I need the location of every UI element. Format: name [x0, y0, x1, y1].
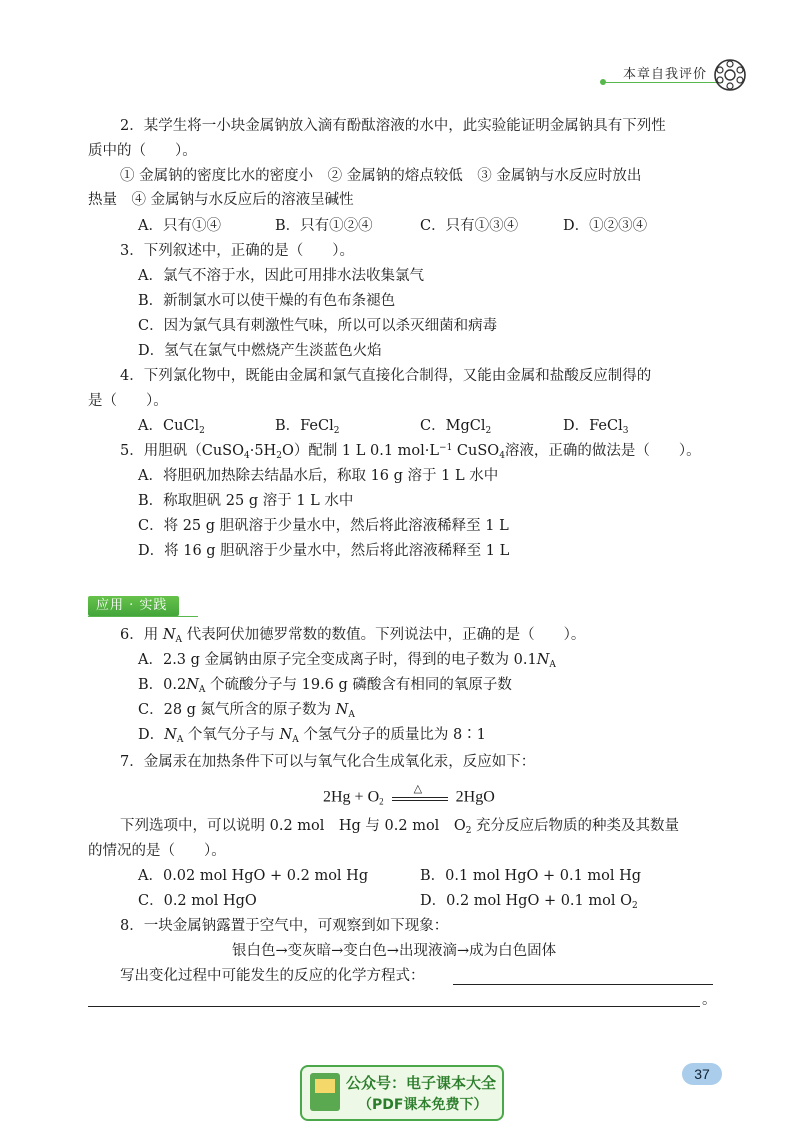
q8-end-mark: 。 — [702, 992, 717, 1008]
q2-properties-line1: ① 金属钠的密度比水的密度小 ② 金属钠的熔点较低 ③ 金属钠与水反应时放出 — [120, 168, 642, 184]
answer-blank-line1[interactable] — [453, 984, 713, 985]
q5-option-c: C．将 25 g 胆矾溶于少量水中，然后将此溶液稀释至 1 L — [138, 518, 509, 534]
q3-stem: 3．下列叙述中，正确的是（ ）。 — [120, 243, 354, 259]
header-rule — [603, 82, 723, 83]
heat-condition-arrow: △ — [392, 788, 448, 808]
q2-option-c: C．只有①③④ — [420, 218, 519, 234]
q2-properties-line2: 热量 ④ 金属钠与水反应后的溶液呈碱性 — [88, 192, 354, 208]
q2-stem-line2: 质中的（ ）。 — [88, 143, 197, 159]
section-tag-application-practice: 应用 · 实践 — [88, 596, 179, 616]
q2-option-a: A．只有①④ — [138, 218, 221, 234]
q4-option-a: A．CuCl$_2$ — [138, 418, 205, 436]
q7-option-b: B．0.1 mol HgO + 0.1 mol Hg — [420, 868, 642, 884]
page-number: 37 — [682, 1063, 722, 1085]
q4-option-b: B．FeCl$_2$ — [275, 418, 340, 436]
q7-stem: 7．金属汞在加热条件下可以与氧气化合生成氧化汞，反应如下： — [120, 754, 536, 770]
q8-stem: 8．一块金属钠露置于空气中，可观察到如下现象： — [120, 918, 449, 934]
section-rule — [88, 616, 198, 617]
q4-option-d: D．FeCl$_3$ — [563, 418, 629, 436]
q7-option-a: A．0.02 mol HgO + 0.2 mol Hg — [138, 868, 369, 884]
q3-option-d: D．氢气在氯气中燃烧产生淡蓝色火焰 — [138, 343, 382, 359]
molecule-emblem-icon — [713, 58, 747, 92]
chapter-header-title: 本章自我评价 — [623, 67, 708, 82]
q2-option-d: D．①②③④ — [563, 218, 648, 234]
q6-option-d: D．$N_A$ 个氧气分子与 $N_A$ 个氢气分子的质量比为 8∶1 — [138, 727, 486, 745]
q2-stem-line1: 2．某学生将一小块金属钠放入滴有酚酞溶液的水中，此实验能证明金属钠具有下列性 — [120, 118, 666, 134]
q7-text-line2: 的情况的是（ ）。 — [88, 843, 226, 859]
q8-phenomenon-chain: 银白色→变灰暗→变白色→出现液滴→成为白色固体 — [232, 943, 557, 959]
q6-option-b: B．$0.2N_A$ 个硫酸分子与 19.6 g 磷酸含有相同的氧原子数 — [138, 677, 512, 695]
q5-option-d: D．将 16 g 胆矾溶于少量水中，然后将此溶液稀释至 1 L — [138, 543, 510, 559]
q2-option-b: B．只有①②④ — [275, 218, 373, 234]
q7-equation: $2Hg + O_2$ △ 2HgO — [323, 783, 495, 807]
q6-stem: 6．用 $N_A$ 代表阿伏加德罗常数的数值。下列说法中，正确的是（ ）。 — [120, 627, 586, 645]
watermark-line1: 公众号：电子课本大全 — [346, 1074, 497, 1092]
watermark-line2: （PDF课本免费下） — [358, 1097, 488, 1113]
q7-option-c: C．0.2 mol HgO — [138, 893, 257, 909]
q4-stem-line1: 4．下列氯化物中，既能由金属和氯气直接化合制得，又能由金属和盐酸反应制得的 — [120, 368, 652, 384]
q6-option-c: C．28 g 氮气所含的原子数为 $N_A$ — [138, 702, 355, 720]
q5-stem: 5．用胆矾$(CuSO_4\cdot 5H_2O)$配制 1 L 0.1 $mol\cdot L^{-1}$ CuSO$_4$溶液，正确的做法是（ ）。 — [120, 443, 701, 461]
q6-option-a: A．2.3 g 金属钠由原子完全变成离子时，得到的电子数为 $0.1N_A$ — [138, 652, 556, 670]
q4-option-c: C．MgCl$_2$ — [420, 418, 492, 436]
q5-option-b: B．称取胆矾 25 g 溶于 1 L 水中 — [138, 493, 354, 509]
q5-option-a: A．将胆矾加热除去结晶水后，称取 16 g 溶于 1 L 水中 — [138, 468, 499, 484]
book-logo-icon — [310, 1073, 340, 1111]
q7-option-d: D．0.2 mol HgO + 0.1 mol $O_2$ — [420, 893, 638, 911]
q7-text-line1: 下列选项中，可以说明 0.2 mol Hg 与 0.2 mol $O_2$ 充分反应后物质的种类及其数量 — [120, 818, 680, 836]
q3-option-c: C．因为氯气具有刺激性气味，所以可以杀灭细菌和病毒 — [138, 318, 498, 334]
q3-option-a: A．氯气不溶于水，因此可用排水法收集氯气 — [138, 268, 424, 284]
answer-blank-line2[interactable] — [88, 1006, 700, 1007]
q4-stem-line2: 是（ ）。 — [88, 393, 168, 409]
watermark-banner — [300, 1065, 504, 1121]
q3-option-b: B．新制氯水可以使干燥的有色布条褪色 — [138, 293, 396, 309]
q8-prompt: 写出变化过程中可能发生的反应的化学方程式： — [120, 968, 425, 984]
